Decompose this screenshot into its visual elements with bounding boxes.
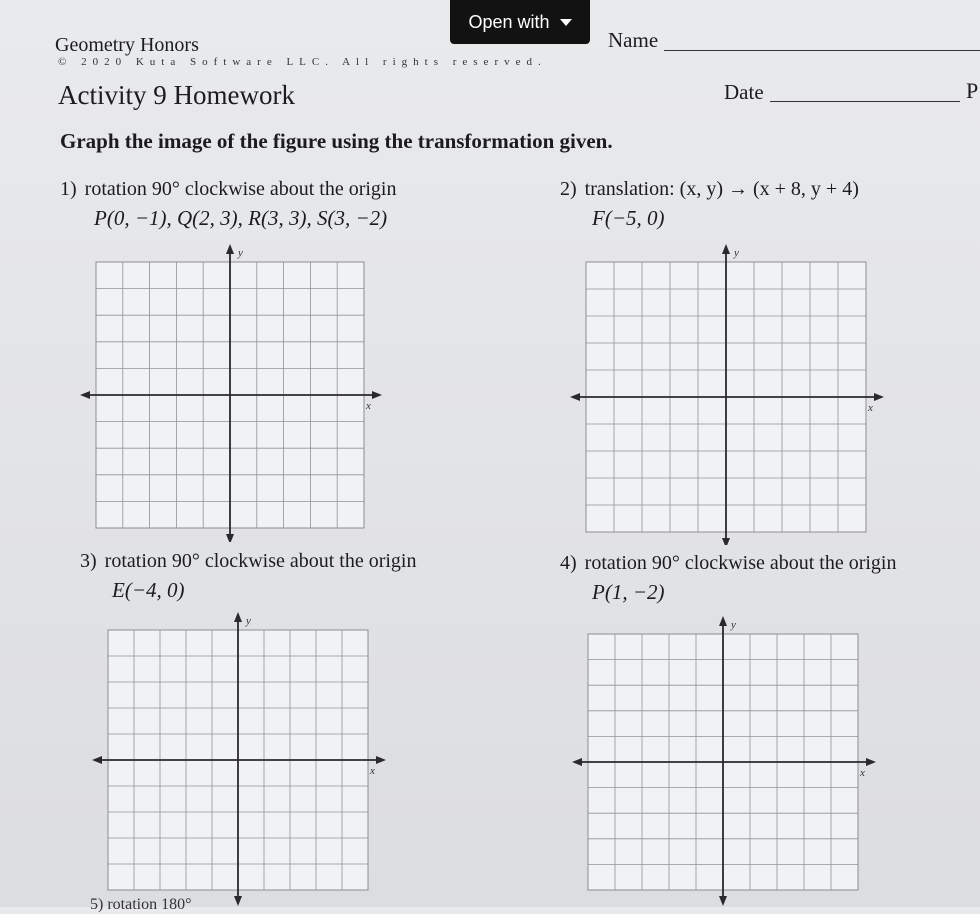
problem-points: E(−4, 0) [112,578,185,602]
y-axis-arrow-up [234,612,242,622]
y-axis-arrow-down [234,896,242,906]
y-axis-arrow-up [722,244,730,254]
y-axis-arrow-up [719,616,727,626]
chevron-down-icon [560,19,572,26]
next-problem-fragment: 5) rotation 180° [90,896,192,913]
x-axis-arrow-left [92,756,102,764]
x-axis-arrow-right [372,391,382,399]
y-axis-arrow-up [226,244,234,254]
coordinate-grid-4[interactable] [568,614,888,907]
coordinate-grid-3[interactable] [92,612,402,907]
y-axis-label: y [238,247,243,259]
open-with-label: Open with [468,11,550,32]
problem-number: 4) [560,552,577,574]
y-axis-arrow-down [722,538,730,545]
problem-4 [560,552,897,575]
cut-off-letter: P [966,78,979,103]
coordinate-grid-1[interactable] [80,242,400,542]
coordinate-grid-2[interactable] [565,240,895,545]
y-axis-arrow-down [226,534,234,542]
name-label: Name [608,28,659,52]
y-axis-arrow-down [719,896,727,906]
problem-transformation: translation: (x, y) → (x + 8, y + 4) [584,178,859,200]
open-with-button[interactable] [450,0,590,44]
problem-number: 3) [80,550,97,572]
x-axis-arrow-right [376,756,386,764]
problem-transformation: rotation 90° clockwise about the origin [584,552,897,574]
problem-transformation: rotation 90° clockwise about the origin [104,550,417,572]
x-axis-arrow-left [572,758,582,766]
problem-points: P(1, −2) [592,580,665,604]
y-axis-label: y [246,615,251,627]
instructions: Graph the image of the figure using the transformation given. [60,129,613,153]
date-label: Date [724,80,764,104]
problem-points: F(−5, 0) [592,206,665,230]
problem-3 [80,550,417,573]
page-title: Activity 9 Homework [58,80,295,110]
y-axis-label: y [731,619,736,631]
x-axis-label: x [860,767,865,779]
problem-2 [560,178,859,201]
x-axis-arrow-left [80,391,90,399]
name-line [664,50,980,51]
problem-1 [60,178,397,201]
problem-points: P(0, −1), Q(2, 3), R(3, 3), S(3, −2) [94,206,388,230]
course-name: Geometry Honors [55,34,199,56]
problem-number: 1) [60,178,77,200]
copyright-line: © 2020 Kuta Software LLC. All rights reserved. [58,56,547,68]
problem-number: 2) [560,178,577,200]
x-axis-label: x [370,765,375,777]
x-axis-label: x [366,400,371,412]
x-axis-arrow-left [570,393,580,401]
problem-transformation: rotation 90° clockwise about the origin [84,178,397,200]
x-axis-label: x [868,402,873,414]
date-line [770,101,960,102]
x-axis-arrow-right [874,393,884,401]
x-axis-arrow-right [866,758,876,766]
y-axis-label: y [734,247,739,259]
